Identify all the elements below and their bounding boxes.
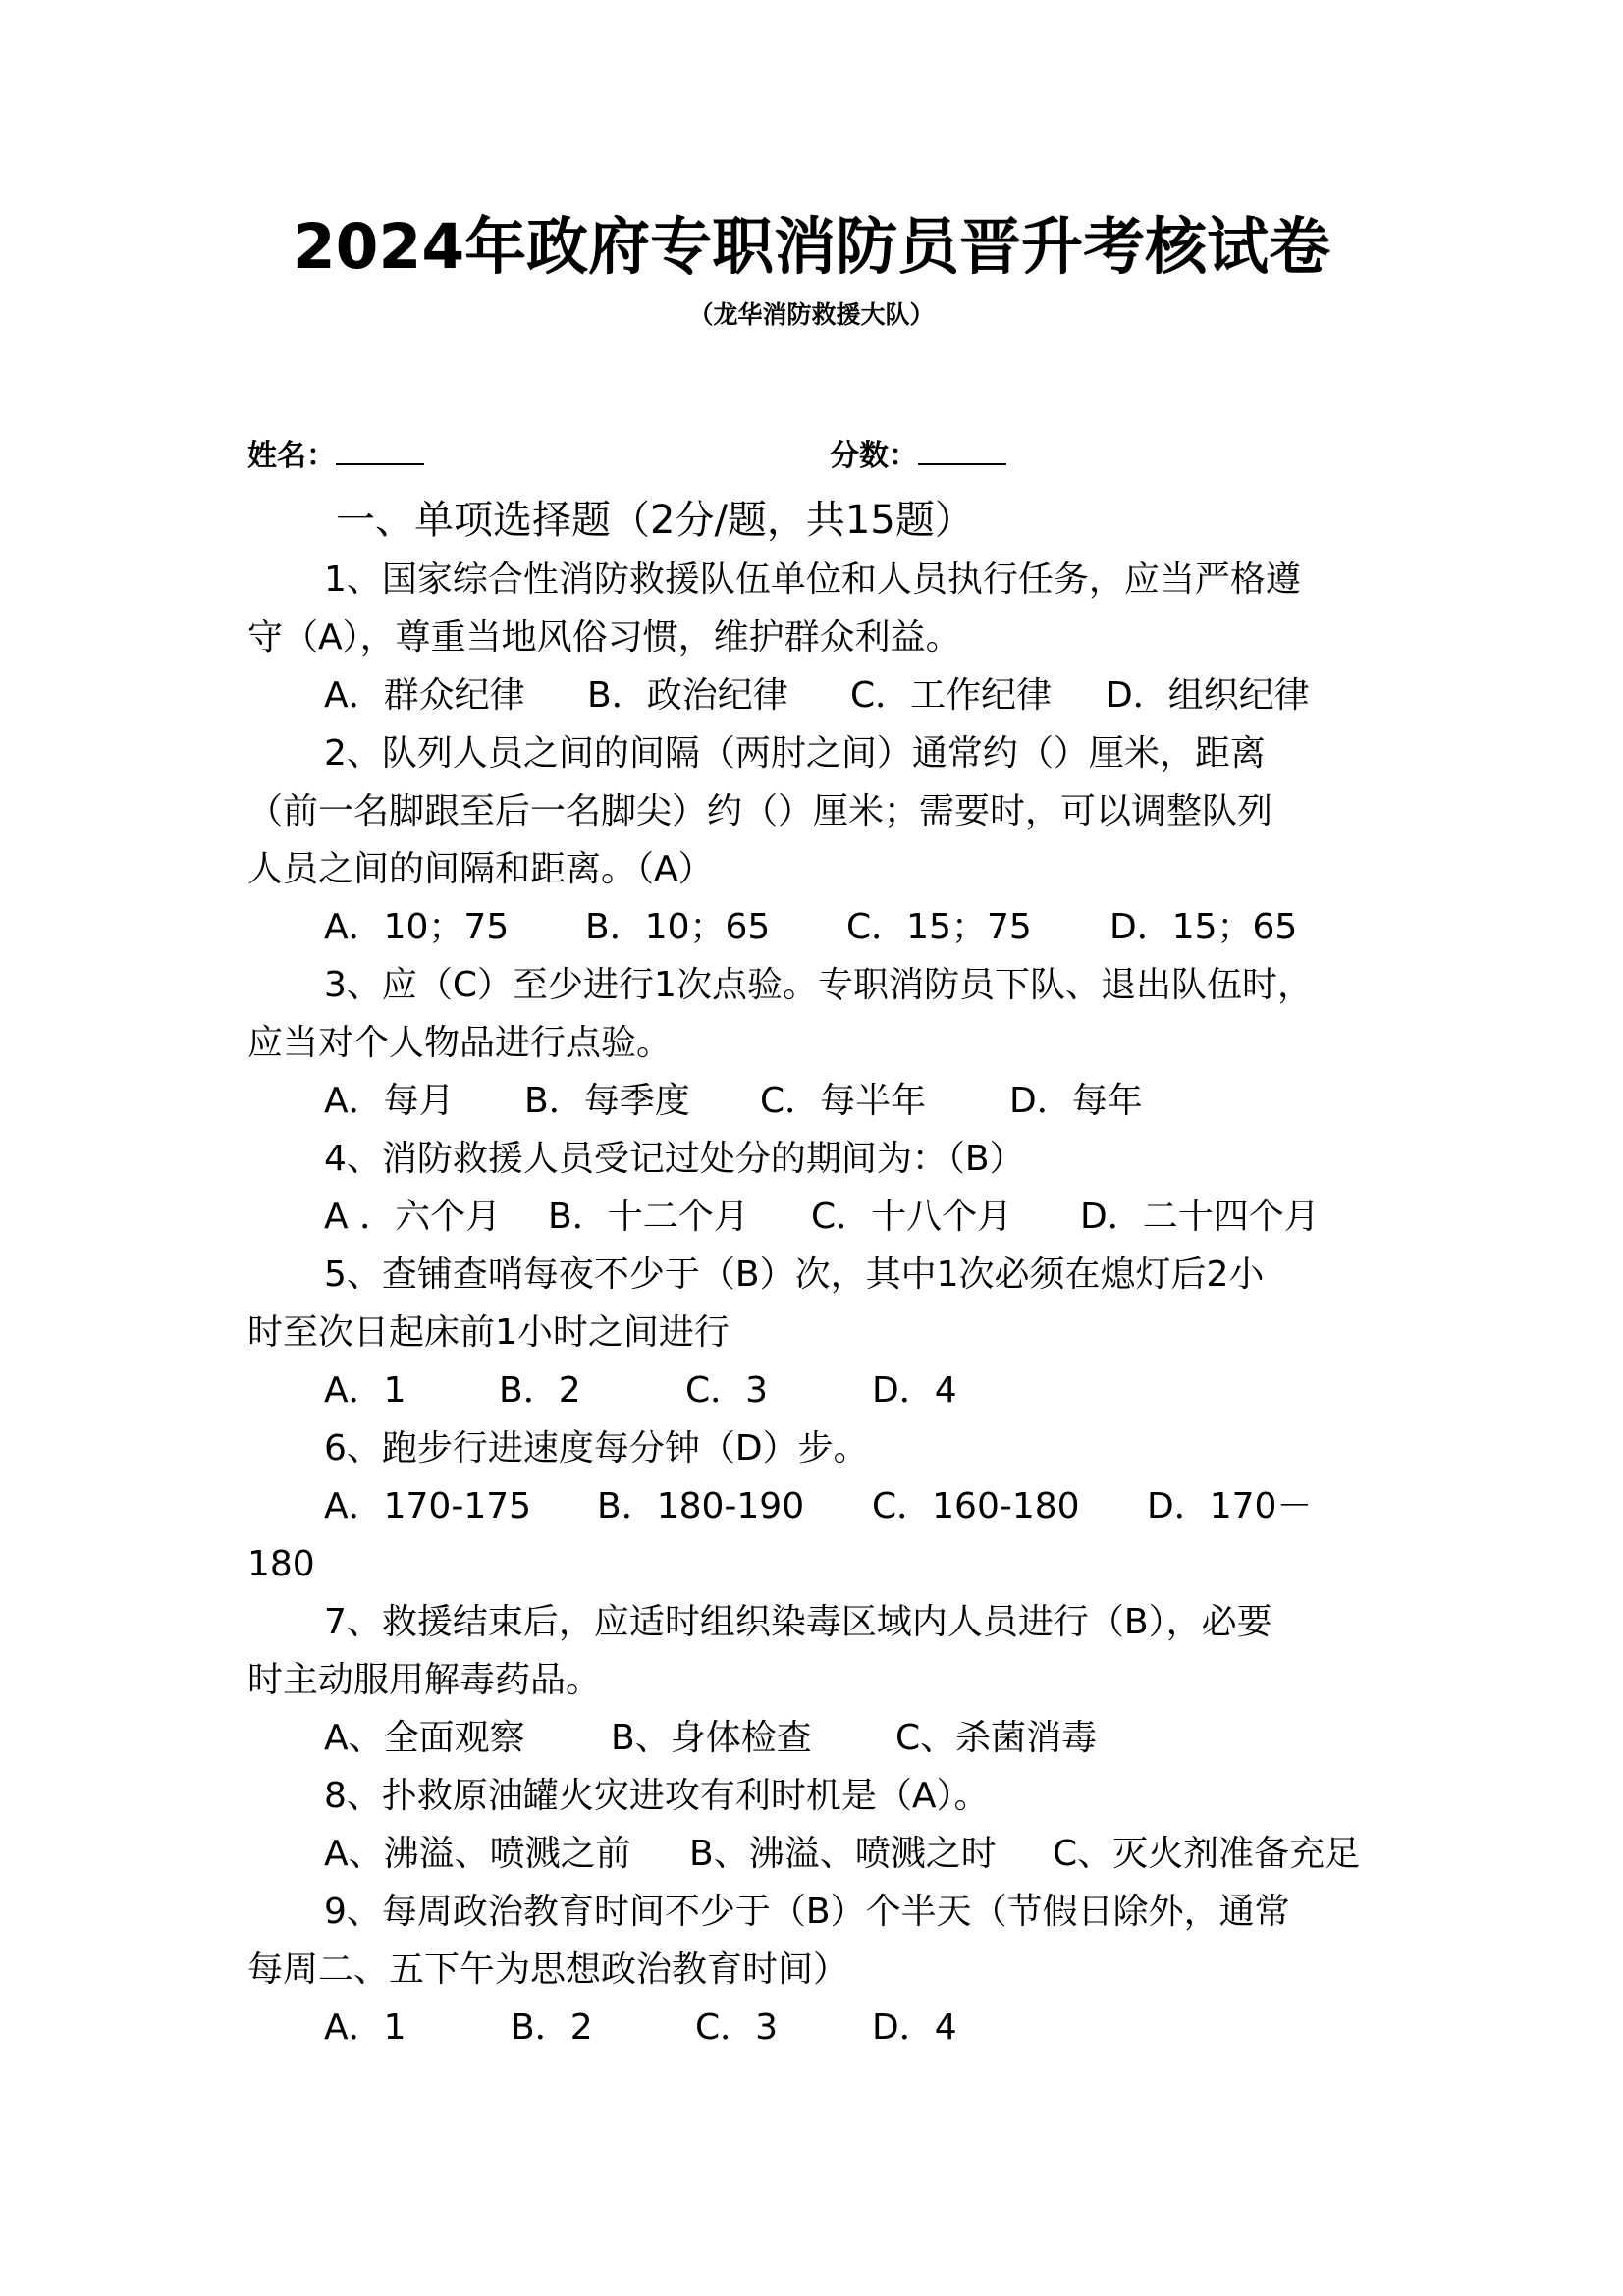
answer-option: C．每半年 [760,1081,927,1121]
question-text-line: 7、救援结束后，应适时组织染毒区域内人员进行（B），必要 [324,1602,1272,1642]
answer-option: C．十八个月 [811,1197,1013,1237]
name-blank [336,434,424,465]
answer-option: B．180-190 [597,1486,805,1526]
question-text-line: 2、队列人员之间的间隔（两肘之间）通常约（）厘米，距离 [324,733,1266,774]
answer-option: A．170-175 [324,1486,532,1526]
section-heading: 一、单项选择题（2分/题，共15题） [336,498,974,543]
answer-option: D．组织纪律 [1106,675,1310,716]
answer-option: B、沸溢、喷溅之时 [689,1834,997,1874]
exam-title: 2024年政府专职消防员晋升考核试卷 [292,211,1331,283]
answer-option: A．1 [324,2007,406,2048]
name-field [247,434,424,476]
answer-option: D．170－ [1147,1486,1313,1526]
answer-option: C．15；75 [846,907,1032,947]
answer-option: C．3 [695,2007,779,2048]
answer-option: B．2 [511,2007,593,2048]
answer-option: C、灭火剂准备充足 [1053,1834,1361,1874]
question-text-line: 1、国家综合性消防救援队伍单位和人员执行任务，应当严格遵 [324,560,1301,600]
answer-option: D．4 [872,1370,957,1411]
exam-subtitle: （龙华消防救援大队） [688,300,935,329]
question-text-line: 每周二、五下午为思想政治教育时间） [247,1949,849,1990]
score-blank [918,434,1006,465]
answer-option: B．2 [499,1370,581,1411]
question-text-line: 时主动服用解毒药品。 [247,1660,602,1700]
answer-option: C．工作纪律 [850,675,1053,716]
question-text-line: 时至次日起床前1小时之间进行 [247,1312,730,1353]
answer-option: C、杀菌消毒 [895,1718,1098,1758]
question-text-line: 人员之间的间隔和距离。（A） [247,849,714,889]
answer-option: B．政治纪律 [587,675,788,716]
answer-option: D．4 [872,2007,957,2048]
answer-option: D．二十四个月 [1080,1197,1320,1237]
answer-option: A、沸溢、喷溅之前 [324,1834,631,1874]
question-text-line: 6、跑步行进速度每分钟（D）步。 [324,1428,869,1468]
answer-option: A、全面观察 [324,1718,525,1758]
answer-option: B．10；65 [585,907,771,947]
question-text-line: 9、每周政治教育时间不少于（B）个半天（节假日除外，通常 [324,1892,1290,1932]
answer-option: A ．六个月 [324,1197,502,1237]
answer-option: B．每季度 [524,1081,690,1121]
answer-option: C．3 [685,1370,769,1411]
answer-option: D．每年 [1009,1081,1143,1121]
answer-option: B．十二个月 [548,1197,749,1237]
answer-option: D．15；65 [1109,907,1298,947]
question-text-line: （前一名脚跟至后一名脚尖）约（）厘米；需要时，可以调整队列 [247,791,1273,831]
answer-option: A．群众纪律 [324,675,525,716]
answer-option: A．1 [324,1370,406,1411]
answer-option: C．160-180 [872,1486,1080,1526]
answer-option: A．10；75 [324,907,510,947]
question-text-line: 守（A），尊重当地风俗习惯，维护群众利益。 [247,617,961,658]
answer-option: B、身体检查 [611,1718,812,1758]
answer-option: A．每月 [324,1081,455,1121]
answer-option-continuation: 180 [247,1544,315,1584]
score-label: 分数： [830,439,918,473]
question-text-line: 4、消防救援人员受记过处分的期间为：（B） [324,1139,1025,1179]
score-field [830,434,1006,476]
question-text-line: 应当对个人物品进行点验。 [247,1023,673,1063]
name-label: 姓名： [247,439,336,473]
question-text-line: 5、查铺查哨每夜不少于（B）次，其中1次必须在熄灯后2小 [324,1255,1265,1295]
question-text-line: 8、扑救原油罐火灾进攻有利时机是（A）。 [324,1776,990,1816]
question-text-line: 3、应（C）至少进行1次点验。专职消防员下队、退出队伍时， [324,965,1313,1005]
